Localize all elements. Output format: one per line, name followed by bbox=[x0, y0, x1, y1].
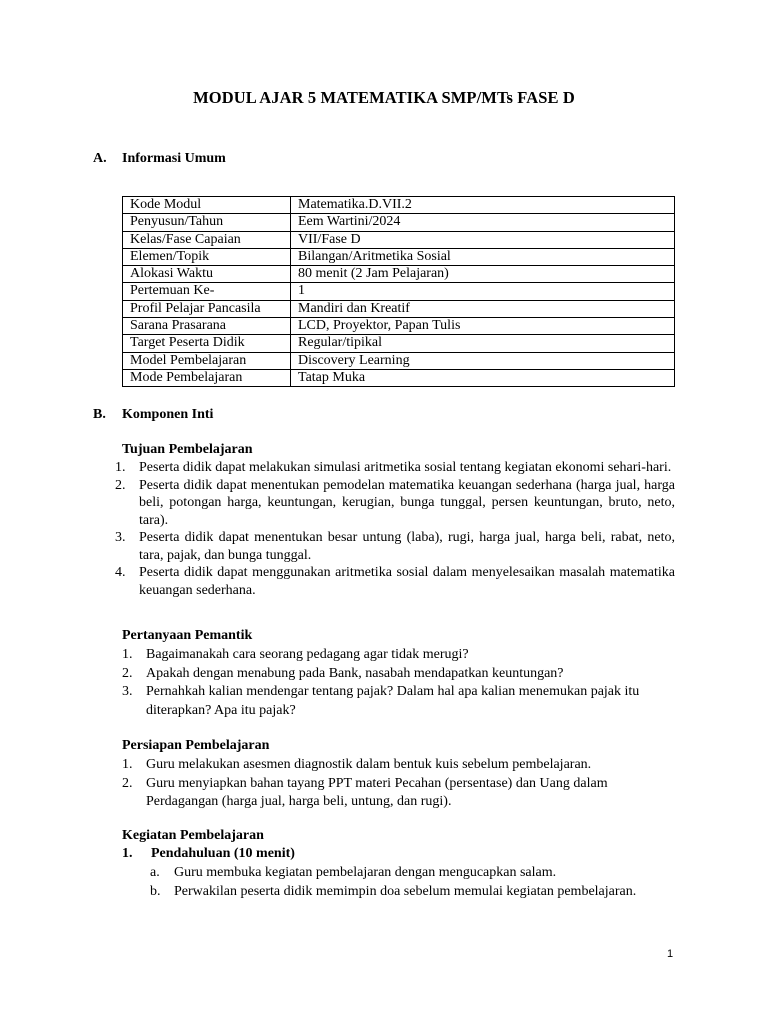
list-text: Peserta didik dapat melakukan simulasi aritmetika sosial tentang kegiatan ekonomi sehari-hari. bbox=[139, 460, 672, 475]
table-row bbox=[123, 248, 675, 265]
pemantik-heading: Pertanyaan Pemantik bbox=[122, 628, 253, 643]
list-text: Guru melakukan asesmen diagnostik dalam bentuk kuis sebelum pembelajaran. bbox=[146, 757, 592, 772]
info-key: Model Pembelajaran bbox=[123, 352, 291, 369]
info-key: Sarana Prasarana bbox=[123, 318, 291, 335]
list-item bbox=[122, 775, 660, 812]
list-text: Guru menyiapkan bahan tayang PPT materi Pecahan (persentase) dan Uang dalam Perdagangan (harga jual, harga beli, untung, dan rugi). bbox=[146, 775, 608, 809]
list-number: 1. bbox=[122, 757, 133, 772]
list-item bbox=[122, 756, 660, 775]
info-key: Profil Pelajar Pancasila bbox=[123, 300, 291, 317]
list-number: 2. bbox=[122, 665, 133, 681]
list-text: Guru membuka kegiatan pembelajaran dengan mengucapkan salam. bbox=[174, 865, 557, 880]
list-letter: b. bbox=[150, 883, 161, 899]
table-row bbox=[123, 283, 675, 300]
section-b-title: Komponen Inti bbox=[122, 407, 214, 422]
phase-title: Pendahuluan (10 menit) bbox=[151, 846, 295, 861]
table-row bbox=[123, 266, 675, 283]
table-row bbox=[123, 197, 675, 214]
list-text: Peserta didik dapat menggunakan aritmetika sosial dalam menyelesaikan masalah matematika keuangan sederhana. bbox=[139, 565, 675, 598]
list-item bbox=[122, 683, 675, 720]
list-text: Pernahkah kalian mendengar tentang pajak? Dalam hal apa kalian menemukan pajak itu diterapkan? Apa itu pajak? bbox=[146, 684, 640, 718]
list-item bbox=[115, 477, 675, 530]
page-number: 1 bbox=[667, 948, 674, 960]
info-key: Pertemuan Ke- bbox=[123, 283, 291, 300]
info-table bbox=[122, 196, 675, 387]
persiapan-list bbox=[122, 756, 660, 812]
section-a-title: Informasi Umum bbox=[122, 151, 226, 166]
info-value: Tatap Muka bbox=[291, 369, 675, 386]
table-row bbox=[123, 214, 675, 231]
list-number: 3. bbox=[115, 530, 126, 545]
phase-number: 1. bbox=[122, 846, 133, 861]
list-item bbox=[115, 459, 675, 477]
info-value: Regular/tipikal bbox=[291, 335, 675, 352]
list-item bbox=[150, 864, 675, 883]
list-text: Apakah dengan menabung pada Bank, nasabah mendapatkan keuntungan? bbox=[146, 665, 564, 681]
list-text: Peserta didik dapat menentukan besar untung (laba), rugi, harga jual, harga beli, rabat, neto, tara, pajak, dan bunga tunggal. bbox=[139, 530, 675, 563]
info-value: VII/Fase D bbox=[291, 231, 675, 248]
table-row bbox=[123, 352, 675, 369]
info-value: 1 bbox=[291, 283, 675, 300]
section-a-letter: A. bbox=[93, 151, 107, 166]
kegiatan-heading: Kegiatan Pembelajaran bbox=[122, 828, 264, 843]
info-value: Matematika.D.VII.2 bbox=[291, 197, 675, 214]
page-title: MODUL AJAR 5 MATEMATIKA SMP/MTs FASE D bbox=[193, 88, 575, 107]
list-item bbox=[115, 529, 675, 564]
table-row bbox=[123, 300, 675, 317]
info-key: Elemen/Topik bbox=[123, 248, 291, 265]
pemantik-list bbox=[122, 646, 675, 720]
list-text: Peserta didik dapat menentukan pemodelan matematika keuangan sederhana (harga jual, harga beli, potongan harga, keuntungan, kerugian, bunga tunggal, persen keuntungan, bruto, neto, tara). bbox=[139, 477, 675, 528]
info-value: Mandiri dan Kreatif bbox=[291, 300, 675, 317]
info-key: Alokasi Waktu bbox=[123, 266, 291, 283]
table-row bbox=[123, 335, 675, 352]
table-row bbox=[123, 318, 675, 335]
list-number: 1. bbox=[122, 647, 133, 662]
list-item bbox=[122, 665, 675, 684]
tujuan-list bbox=[115, 459, 675, 599]
list-item bbox=[122, 646, 675, 665]
info-key: Target Peserta Didik bbox=[123, 335, 291, 352]
list-number: 4. bbox=[115, 565, 126, 580]
info-value: Bilangan/Aritmetika Sosial bbox=[291, 248, 675, 265]
list-text: Bagaimanakah cara seorang pedagang agar tidak merugi? bbox=[146, 647, 469, 662]
kegiatan-list bbox=[150, 864, 675, 901]
tujuan-heading: Tujuan Pembelajaran bbox=[122, 442, 253, 457]
table-row bbox=[123, 231, 675, 248]
info-value: 80 menit (2 Jam Pelajaran) bbox=[291, 266, 675, 283]
list-number: 2. bbox=[115, 477, 126, 493]
table-row bbox=[123, 369, 675, 386]
info-value: Eem Wartini/2024 bbox=[291, 214, 675, 231]
list-number: 2. bbox=[122, 775, 133, 791]
info-key: Kode Modul bbox=[123, 197, 291, 214]
info-value: Discovery Learning bbox=[291, 352, 675, 369]
list-text: Perwakilan peserta didik memimpin doa sebelum memulai kegiatan pembelajaran. bbox=[174, 883, 637, 899]
list-number: 3. bbox=[122, 684, 133, 699]
list-number: 1. bbox=[115, 460, 126, 475]
list-item bbox=[150, 883, 675, 902]
info-key: Kelas/Fase Capaian bbox=[123, 231, 291, 248]
info-key: Penyusun/Tahun bbox=[123, 214, 291, 231]
info-key: Mode Pembelajaran bbox=[123, 369, 291, 386]
section-b-letter: B. bbox=[93, 407, 106, 422]
list-item bbox=[115, 564, 675, 599]
info-value: LCD, Proyektor, Papan Tulis bbox=[291, 318, 675, 335]
list-letter: a. bbox=[150, 865, 160, 880]
persiapan-heading: Persiapan Pembelajaran bbox=[122, 738, 270, 753]
